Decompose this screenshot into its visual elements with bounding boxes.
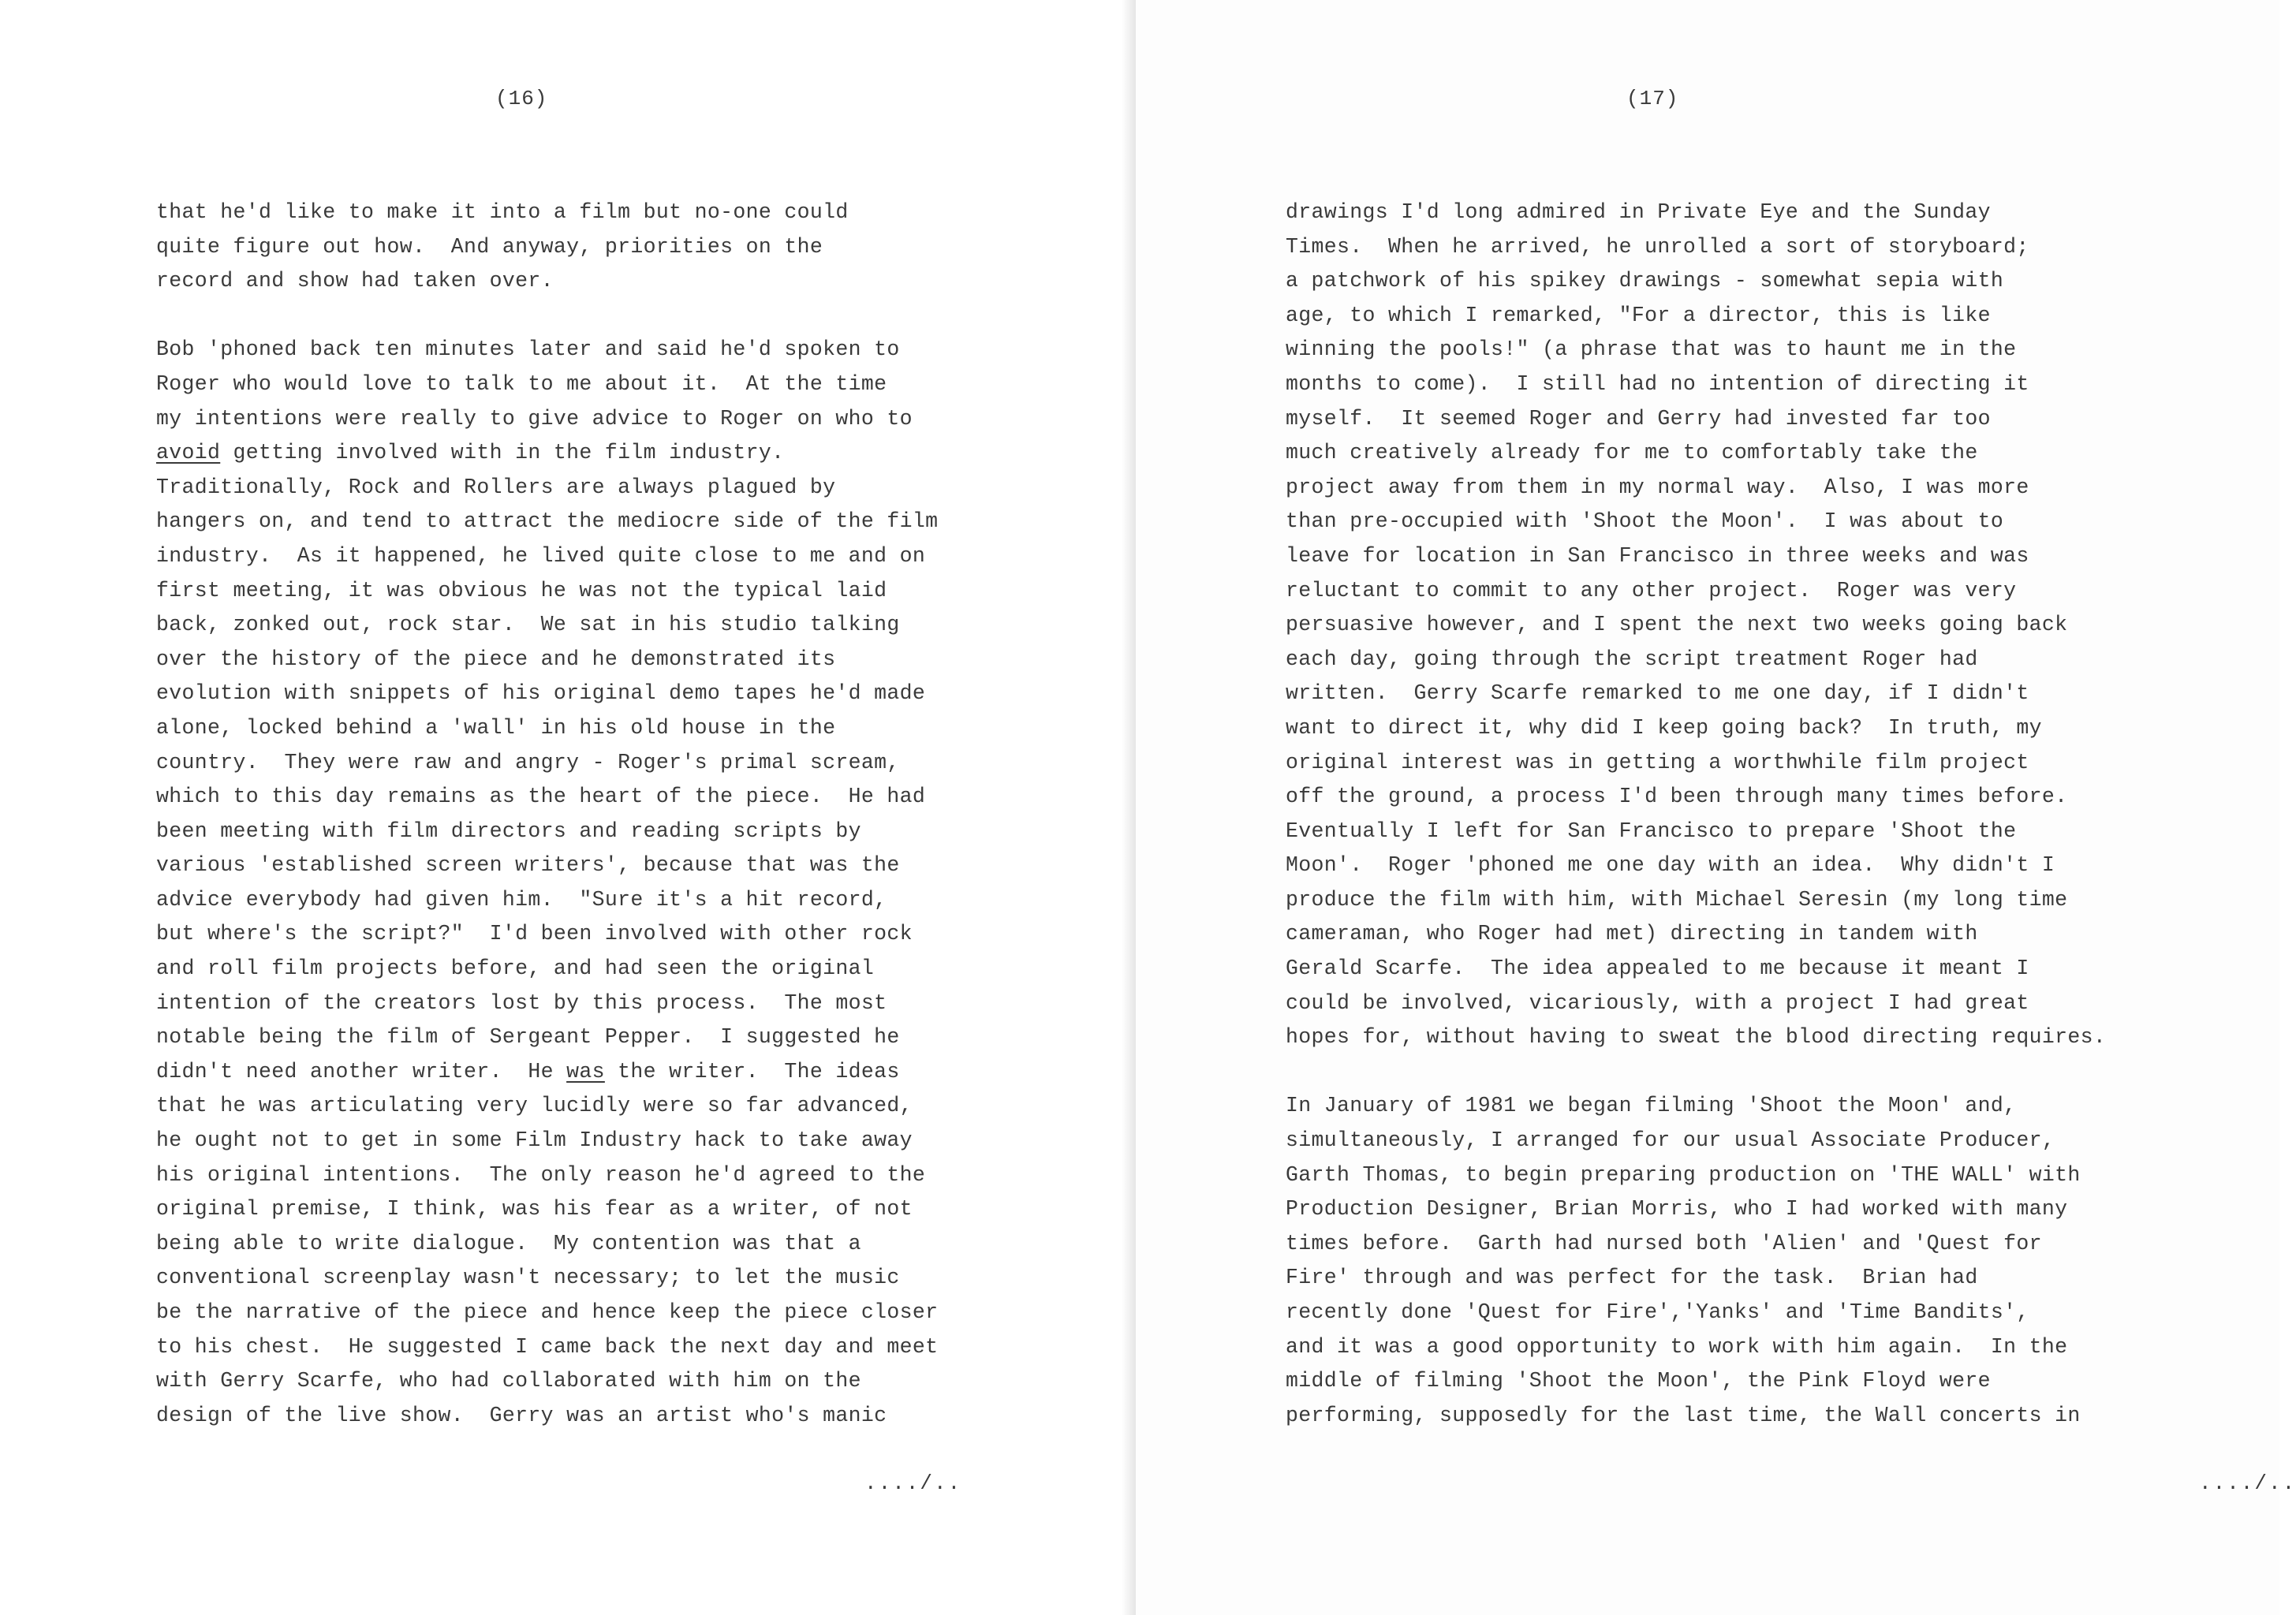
- text-line: first meeting, it was obvious he was not the typical laid: [156, 578, 887, 602]
- text-line: hangers on, and tend to attract the mediocre side of the film: [156, 509, 939, 534]
- paragraph: [156, 333, 938, 1433]
- text-line: record and show had taken over.: [156, 269, 554, 293]
- text-line: In January of 1981 we began filming 'Shoot the Moon' and,: [1286, 1094, 2017, 1118]
- text-line: been meeting with film directors and reading scripts by: [156, 819, 861, 843]
- text-line: Production Designer, Brian Morris, who I had worked with many: [1286, 1197, 2068, 1222]
- text-line: much creatively already for me to comfortably take the: [1286, 441, 1978, 465]
- text-line: simultaneously, I arranged for our usual Associate Producer,: [1286, 1128, 2055, 1153]
- page-number: (16): [495, 87, 548, 110]
- text-line: Bob 'phoned back ten minutes later and said he'd spoken to: [156, 338, 900, 362]
- text-line: want to direct it, why did I keep going back? In truth, my: [1286, 715, 2042, 740]
- text-line: reluctant to commit to any other project. Roger was very: [1286, 578, 2017, 602]
- text-line: Eventually I left for San Francisco to prepare 'Shoot the: [1286, 819, 2017, 843]
- page-body: [156, 196, 938, 1433]
- text-line: Times. When he arrived, he unrolled a sort of storyboard;: [1286, 234, 2029, 259]
- text-line: drawings I'd long admired in Private Eye and the Sunday: [1286, 200, 1991, 224]
- paragraph-gap: [1286, 1055, 2106, 1090]
- text-line: winning the pools!" (a phrase that was to haunt me in the: [1286, 338, 2017, 362]
- text-line: be the narrative of the piece and hence keep the piece closer: [156, 1300, 939, 1324]
- right-page: [1136, 0, 2296, 1615]
- text-line: his original intentions. The only reason he'd agreed to the: [156, 1162, 926, 1187]
- text-line: than pre-occupied with 'Shoot the Moon'. I was about to: [1286, 509, 2004, 534]
- text-line: written. Gerry Scarfe remarked to me one day, if I didn't: [1286, 681, 2029, 706]
- text-line: recently done 'Quest for Fire','Yanks' and 'Time Bandits',: [1286, 1300, 2029, 1324]
- text-line: and roll film projects before, and had seen the original: [156, 957, 875, 981]
- text-line: Gerald Scarfe. The idea appealed to me because it meant I: [1286, 957, 2029, 981]
- text-line: months to come). I still had no intention of directing it: [1286, 371, 2029, 396]
- text-line: which to this day remains as the heart of the piece. He had: [156, 785, 926, 809]
- text-line: being able to write dialogue. My contention was that a: [156, 1231, 861, 1255]
- underlined-word: was: [566, 1059, 605, 1084]
- text-line: my intentions were really to give advice to Roger on who to: [156, 406, 913, 431]
- text-line: could be involved, vicariously, with a project I had great: [1286, 990, 2029, 1015]
- paragraph: [1286, 196, 2106, 1055]
- text-line: evolution with snippets of his original demo tapes he'd made: [156, 681, 926, 706]
- underlined-word: avoid: [156, 441, 221, 465]
- paragraph: [1286, 1089, 2106, 1433]
- text-line: Traditionally, Rock and Rollers are always plagued by: [156, 475, 836, 499]
- text-line: off the ground, a process I'd been through many times before.: [1286, 785, 2068, 809]
- text-line: conventional screenplay wasn't necessary; to let the music: [156, 1266, 900, 1290]
- paragraph-gap: [156, 299, 938, 334]
- text-line: produce the film with him, with Michael Seresin (my long time: [1286, 887, 2068, 912]
- text-line: age, to which I remarked, "For a director, this is like: [1286, 303, 1991, 327]
- continuation-mark: ..../..: [2199, 1471, 2296, 1495]
- text-line: intention of the creators lost by this process. The most: [156, 990, 887, 1015]
- text-line: notable being the film of Sergeant Pepper. I suggested he: [156, 1025, 900, 1050]
- text-line: Roger who would love to talk to me about it. At the time: [156, 371, 887, 396]
- text-line: and it was a good opportunity to work with him again. In the: [1286, 1334, 2068, 1359]
- text-line: design of the live show. Gerry was an artist who's manic: [156, 1403, 887, 1427]
- left-page: [0, 0, 1136, 1615]
- text-line: back, zonked out, rock star. We sat in his studio talking: [156, 613, 900, 637]
- text-line: various 'established screen writers', because that was the: [156, 853, 900, 878]
- text-line: Garth Thomas, to begin preparing production on 'THE WALL' with: [1286, 1162, 2081, 1187]
- text-line: times before. Garth had nursed both 'Alien' and 'Quest for: [1286, 1231, 2042, 1255]
- text-line: original interest was in getting a worthwhile film project: [1286, 750, 2029, 774]
- text-line: leave for location in San Francisco in three weeks and was: [1286, 543, 2029, 568]
- text-line: with Gerry Scarfe, who had collaborated with him on the: [156, 1369, 861, 1393]
- text-line: Fire' through and was perfect for the task. Brian had: [1286, 1266, 1978, 1290]
- text-line: quite figure out how. And anyway, priorities on the: [156, 234, 823, 259]
- paragraph: [156, 196, 938, 299]
- text-line: industry. As it happened, he lived quite close to me and on: [156, 543, 926, 568]
- text-line: myself. It seemed Roger and Gerry had invested far too: [1286, 406, 1991, 431]
- text-line: middle of filming 'Shoot the Moon', the Pink Floyd were: [1286, 1369, 1991, 1393]
- continuation-mark: ..../..: [864, 1471, 962, 1495]
- page-number: (17): [1626, 87, 1679, 110]
- text-line: hopes for, without having to sweat the blood directing requires.: [1286, 1025, 2107, 1050]
- text-line: performing, supposedly for the last time, the Wall concerts in: [1286, 1403, 2081, 1427]
- text-line: he ought not to get in some Film Industry hack to take away: [156, 1128, 913, 1153]
- text-line: persuasive however, and I spent the next two weeks going back: [1286, 613, 2068, 637]
- text-line: that he'd like to make it into a film but no-one could: [156, 200, 849, 224]
- text-line: project away from them in my normal way. Also, I was more: [1286, 475, 2029, 499]
- text-line: didn't need another writer. He was the writer. The ideas: [156, 1059, 900, 1084]
- text-line: cameraman, who Roger had met) directing in tandem with: [1286, 922, 1978, 946]
- text-line: but where's the script?" I'd been involved with other rock: [156, 922, 913, 946]
- text-line: a patchwork of his spikey drawings - somewhat sepia with: [1286, 269, 2004, 293]
- text-line: alone, locked behind a 'wall' in his old house in the: [156, 715, 836, 740]
- text-line: country. They were raw and angry - Roger's primal scream,: [156, 750, 900, 774]
- text-line: that he was articulating very lucidly were so far advanced,: [156, 1094, 913, 1118]
- page-body: [1286, 196, 2106, 1433]
- text-line: each day, going through the script treatment Roger had: [1286, 647, 1978, 671]
- text-line: advice everybody had given him. "Sure it's a hit record,: [156, 887, 887, 912]
- text-line: Moon'. Roger 'phoned me one day with an idea. Why didn't I: [1286, 853, 2055, 878]
- text-line: original premise, I think, was his fear as a writer, of not: [156, 1197, 913, 1222]
- text-line: over the history of the piece and he demonstrated its: [156, 647, 836, 671]
- text-line: avoid getting involved with in the film industry.: [156, 441, 785, 465]
- text-line: to his chest. He suggested I came back the next day and meet: [156, 1334, 939, 1359]
